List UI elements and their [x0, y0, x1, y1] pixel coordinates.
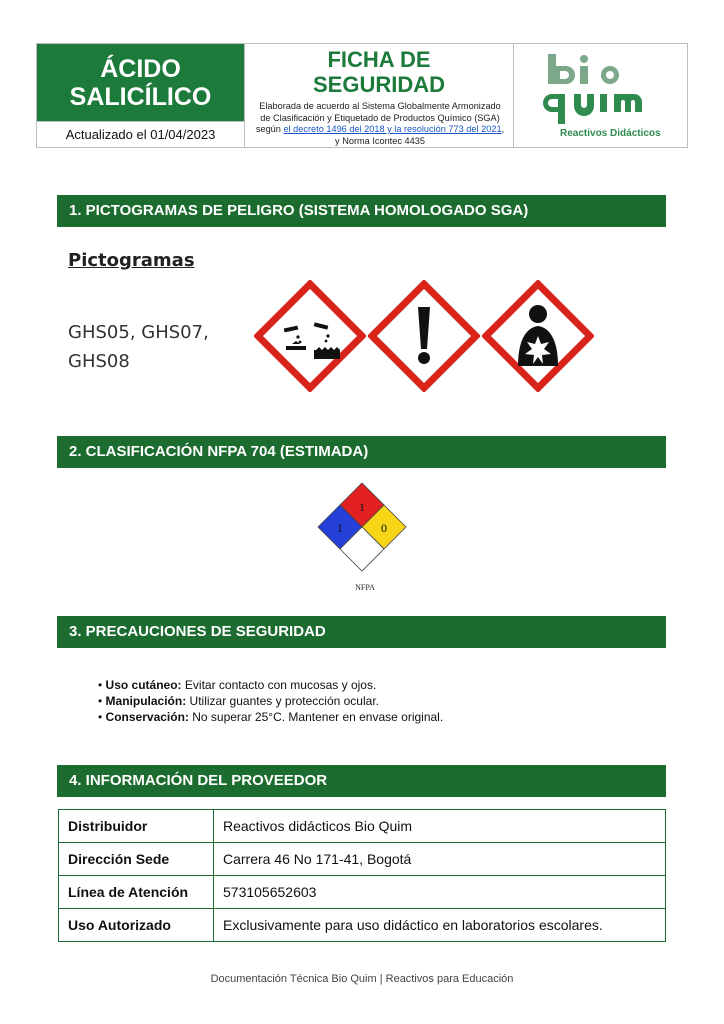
table-row — [59, 843, 666, 876]
provider-key: Distribuidor — [59, 810, 214, 843]
precaution-label: Manipulación: — [105, 694, 187, 708]
precaution-item: • Conservación: No superar 25°C. Mantener en envase original. — [98, 710, 444, 724]
precaution-item: • Uso cutáneo: Evitar contacto con mucosas y ojos. — [98, 678, 377, 692]
decree-link[interactable]: el decreto 1496 del 2018 y la resolución 773 del 2021 — [283, 124, 502, 134]
ghs-codes-line2: GHS08 — [68, 351, 130, 372]
nfpa-flammability-value: 1 — [359, 500, 365, 514]
sheet-title-block — [244, 44, 514, 147]
provider-key: Uso Autorizado — [59, 909, 214, 942]
provider-value: Carrera 46 No 171-41, Bogotá — [214, 843, 666, 876]
health-hazard-icon — [482, 280, 594, 392]
precaution-label: Uso cutáneo: — [105, 678, 182, 692]
sheet-title-line1: FICHA DE — [327, 47, 431, 72]
provider-table — [58, 809, 666, 942]
provider-value: Reactivos didácticos Bio Quim — [214, 810, 666, 843]
bioquim-logo — [514, 44, 687, 147]
product-title-line1: ÁCIDO — [100, 54, 181, 83]
bioquim-logo-icon — [514, 44, 687, 134]
section-4-title: 4. INFORMACIÓN DEL PROVEEDOR — [57, 765, 666, 797]
sheet-title-line2: SEGURIDAD — [312, 72, 445, 97]
nfpa-diamond — [317, 482, 407, 572]
page-footer: Documentación Técnica Bio Quim | Reactivos para Educación — [210, 973, 514, 985]
sheet-subtitle — [253, 101, 507, 147]
subtitle-text: Elaborada de acuerdo al Sistema Globalmente Armonizado de Clasificación y Etiquetado de Productos Químico (SGA) según — [255, 101, 501, 134]
precaution-label: Conservación: — [105, 710, 189, 724]
ghs-codes — [68, 318, 238, 376]
logo-tagline: Reactivos Didácticos — [560, 128, 661, 139]
document-header — [36, 43, 688, 148]
pictograms-heading: Pictogramas — [68, 250, 195, 271]
provider-value: Exclusivamente para uso didáctico en laboratorios escolares. — [214, 909, 666, 942]
provider-key: Dirección Sede — [59, 843, 214, 876]
precaution-text: No superar 25°C. Mantener en envase original. — [188, 710, 444, 724]
precaution-item: • Manipulación: Utilizar guantes y protección ocular. — [98, 694, 379, 708]
sheet-title — [245, 47, 513, 97]
table-row — [59, 909, 666, 942]
precaution-text: Utilizar guantes y protección ocular. — [186, 694, 379, 708]
section-2-title: 2. CLASIFICACIÓN NFPA 704 (ESTIMADA) — [57, 436, 666, 468]
product-title — [37, 44, 244, 121]
corrosion-icon — [254, 280, 366, 392]
ghs-codes-line1: GHS05, GHS07, — [68, 322, 209, 343]
subtitle-text-end: , y Norma Icontec 4435 — [335, 124, 505, 146]
exclamation-icon — [368, 280, 480, 392]
section-1-title: 1. PICTOGRAMAS DE PELIGRO (SISTEMA HOMOLOGADO SGA) — [57, 195, 666, 227]
precautions-list — [98, 677, 443, 725]
nfpa-health-value: 1 — [337, 521, 343, 535]
nfpa-reactivity-value: 0 — [381, 521, 387, 535]
precaution-text: Evitar contacto con mucosas y ojos. — [181, 678, 377, 692]
updated-date: Actualizado el 01/04/2023 — [37, 121, 244, 148]
product-title-line2: SALICÍLICO — [69, 82, 212, 111]
provider-key: Línea de Atención — [59, 876, 214, 909]
nfpa-label: NFPA — [355, 583, 375, 592]
provider-value: 573105652603 — [214, 876, 666, 909]
table-row — [59, 810, 666, 843]
section-3-title: 3. PRECAUCIONES DE SEGURIDAD — [57, 616, 666, 648]
table-row — [59, 876, 666, 909]
